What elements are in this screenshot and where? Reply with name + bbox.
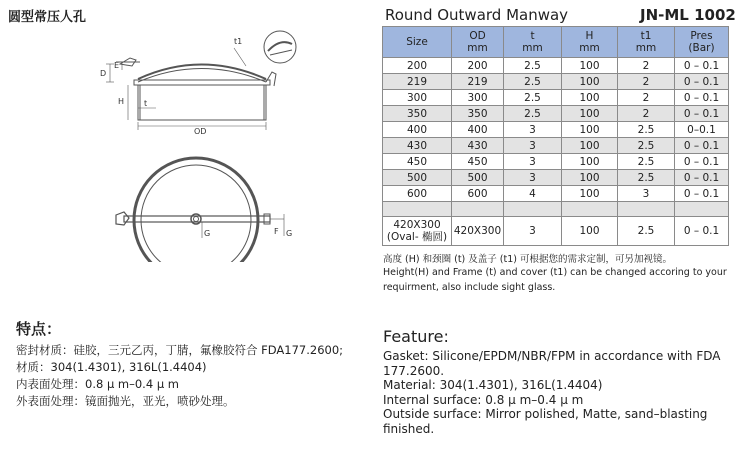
header-size: Size [383,27,452,58]
dim-label-g2: G [286,229,293,238]
header-t: t mm [504,27,562,58]
table-row-oval: 420X300 (Oval- 椭圆) 420X300 3 100 2.5 0 – 0.1 [383,217,729,246]
header-od: OD mm [452,27,504,58]
features-cn-title: 特点： [16,320,62,338]
note-en: Height(H) and Frame (t) and cover (t1) can be changed accoring to your requirment, also include sight glass. [383,267,727,293]
feature-en-line: Gasket: Silicone/EPDM/NBR/FPM in accordance with FDA 177.2600. [383,349,721,378]
dim-label-e: E [114,61,120,70]
dim-label-d: D [100,69,107,78]
note-cn: 高度 (H) 和颈圈 (t) 及盖子 (t1) 可根据您的需求定制，可另加视镜。 [383,254,672,265]
header-t1: t1 mm [618,27,675,58]
table-row-blank [383,202,729,217]
header-h: H mm [562,27,618,58]
feature-en-line: Material: 304(1.4301), 316L(1.4404) [383,378,603,392]
features-cn [16,342,343,410]
model-number: JN-ML 1002 [640,6,736,24]
header-pres: Pres (Bar) [675,27,729,58]
technical-drawing [96,22,306,262]
table-row: 600 600 4 100 3 0 – 0.1 [383,186,729,202]
table-row: 350 350 2.5 100 2 0 – 0.1 [383,106,729,122]
feature-en-line: Internal surface: 0.8 μ m–0.4 μ m [383,392,584,407]
dim-label-g: G [204,229,211,238]
table-row: 500 500 3 100 2.5 0 – 0.1 [383,170,729,186]
table-row: 400 400 3 100 2.5 0–0.1 [383,122,729,138]
dim-label-h: H [118,97,125,106]
feature-cn-line: 密封材质：硅胶，三元乙丙，丁腈，氟橡胶符合 FDA177.2600; [16,343,344,357]
page-title-cn: 圆型常压人孔 [8,10,87,25]
table-header-row [383,27,729,58]
table-row: 450 450 3 100 2.5 0 – 0.1 [383,154,729,170]
features-en [383,349,733,436]
feature-cn-line: 材质：304(1.4301), 316L(1.4404) [16,360,207,374]
table-row: 219 219 2.5 100 2 0 – 0.1 [383,74,729,90]
table-row: 430 430 3 100 2.5 0 – 0.1 [383,138,729,154]
dim-label-f: F [274,227,279,236]
table-row: 300 300 2.5 100 2 0 – 0.1 [383,90,729,106]
product-title-en: Round Outward Manway [385,6,569,24]
feature-cn-line: 外表面处理：镜面抛光，亚光，喷砂处理。 [16,394,235,408]
spec-table [382,26,729,246]
table-row: 200 200 2.5 100 2 0 – 0.1 [383,58,729,74]
feature-en-line: Outside surface: Mirror polished, Matte, sand–blasting finished. [383,407,708,436]
feature-cn-line: 内表面处理：0.8 μ m–0.4 μ m [16,377,179,391]
features-en-title: Feature: [383,327,449,346]
dim-label-t: t [144,99,148,108]
dim-label-t1: t1 [234,37,243,46]
dim-label-od: OD [194,127,207,136]
